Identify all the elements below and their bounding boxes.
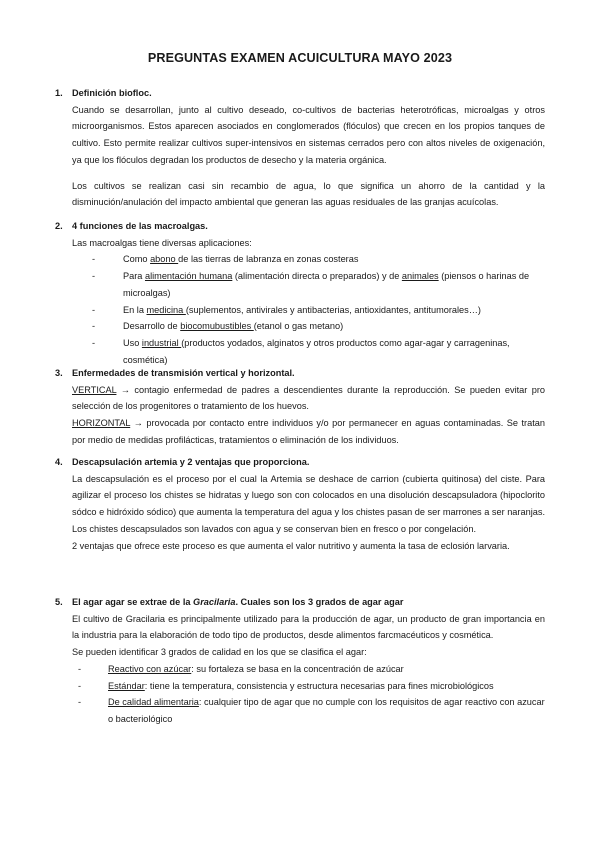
dash-marker: - bbox=[78, 697, 82, 708]
item-keyword: abono bbox=[150, 254, 179, 265]
question-3-heading bbox=[55, 365, 545, 382]
list-item bbox=[72, 335, 545, 368]
question-1-heading bbox=[55, 85, 545, 102]
paragraph: Cuando se desarrollan, junto al cultivo deseado, co-cultivos de bacterias heterotróficas, microalgas y otros microorganismos. Estos aparecen asociados en conglomerados (flóculos) que crecen en los propios tanques de cultivo. Esto permite realizar cultivos super-intensivos en sistemas cerrados pero con altos niveles de oxigenación, ya que los flóculos degradan los productos de desecho y la materia orgánica. bbox=[72, 104, 545, 165]
item-text: (piensos o harinas de microalgas) bbox=[123, 271, 530, 298]
item-keyword: Reactivo con azúcar bbox=[108, 663, 192, 674]
title-text: . Cuales son los 3 grados de agar agar bbox=[235, 597, 404, 607]
applications-list bbox=[72, 251, 545, 368]
item-text: Desarrollo de bbox=[123, 321, 181, 332]
question-5-heading bbox=[55, 594, 545, 611]
item-keyword: medicina bbox=[146, 304, 186, 315]
title-italic: Gracilaria bbox=[193, 597, 236, 607]
item-text: : su fortaleza se basa en la concentración de azúcar bbox=[191, 663, 404, 674]
item-keyword: animales bbox=[401, 271, 439, 282]
question-title: Definición biofloc. bbox=[72, 88, 152, 98]
list-item bbox=[72, 302, 545, 319]
item-keyword: alimentación humana bbox=[144, 271, 233, 282]
dash-marker: - bbox=[92, 271, 96, 282]
dash-marker: - bbox=[78, 680, 82, 691]
question-title bbox=[72, 594, 403, 611]
dash-marker: - bbox=[92, 304, 96, 315]
list-item bbox=[72, 694, 545, 727]
list-item bbox=[72, 661, 545, 678]
question-4 bbox=[55, 454, 545, 554]
paragraph: 2 ventajas que ofrece este proceso es que aumenta el valor nutritivo y aumenta la tasa de eclosión larvaria. bbox=[72, 540, 510, 551]
dash-marker: - bbox=[92, 254, 96, 265]
question-title: Enfermedades de transmisión vertical y horizontal. bbox=[72, 368, 295, 378]
item-text: (alimentación directa o preparados) y de bbox=[232, 271, 402, 282]
question-number: 3. bbox=[55, 368, 63, 378]
item-text: : tiene la temperatura, consistencia y estructura necesarias para fines microbiológicos bbox=[144, 680, 494, 691]
title-text: El agar agar se extrae de la bbox=[72, 597, 194, 607]
item-text: Para bbox=[123, 271, 145, 282]
question-title: 4 funciones de las macroalgas. bbox=[72, 221, 208, 231]
list-item bbox=[72, 268, 545, 301]
question-3 bbox=[55, 365, 545, 449]
question-number: 2. bbox=[55, 221, 63, 231]
definition-text: → contagio enfermedad de padres a descendientes durante la reproducción. Se pueden evitar pro selección de los progenitores o tratamiento de los huevos. bbox=[72, 384, 545, 412]
dash-marker: - bbox=[92, 337, 96, 348]
item-text: En la bbox=[123, 304, 147, 315]
agar-grades-list bbox=[72, 661, 545, 728]
question-5 bbox=[55, 594, 545, 728]
item-keyword: De calidad alimentaria bbox=[108, 697, 199, 708]
item-text: (suplementos, antivirales y antibacterias, antioxidantes, antitumorales…) bbox=[185, 304, 481, 315]
item-keyword: industrial bbox=[141, 337, 182, 348]
question-2 bbox=[55, 218, 545, 368]
definition-text: → provocada por contacto entre individuos y/o por permanecer en aguas contaminadas. Se tratan por medio de medidas profilácticas, tratamientos o eliminación de los individuos. bbox=[72, 418, 545, 445]
question-2-heading bbox=[55, 218, 545, 235]
question-4-heading bbox=[55, 454, 545, 471]
list-item bbox=[72, 678, 545, 695]
term-horizontal: HORIZONTAL bbox=[72, 418, 131, 429]
item-text: Como bbox=[123, 254, 151, 265]
question-1 bbox=[55, 85, 545, 211]
list-intro: Las macroalgas tiene diversas aplicaciones: bbox=[72, 237, 252, 248]
dash-marker: - bbox=[92, 321, 96, 332]
list-intro: Se pueden identificar 3 grados de calidad en los que se clasifica el agar: bbox=[72, 647, 367, 658]
paragraph: Los cultivos se realizan casi sin recambio de agua, lo que significa un ahorro de la cantidad y la disminución/anulación del impacto ambiental que generan las aguas residuales de las granjas acuícolas. bbox=[72, 180, 545, 208]
paragraph-vertical bbox=[72, 382, 545, 415]
term-vertical: VERTICAL bbox=[72, 384, 117, 395]
document-title: PREGUNTAS EXAMEN ACUICULTURA MAYO 2023 bbox=[147, 51, 453, 65]
question-title: Descapsulación artemia y 2 ventajas que proporciona. bbox=[72, 457, 310, 467]
item-text: (productos yodados, alginatos y otros productos como agar-agar y carrageninas, cosmética) bbox=[123, 337, 510, 365]
question-number: 1. bbox=[55, 88, 63, 98]
question-number: 4. bbox=[55, 457, 63, 467]
item-keyword: biocomubustibles bbox=[180, 321, 254, 332]
list-item bbox=[72, 318, 545, 335]
item-text: : cualquier tipo de agar que no cumple con los requisitos de agar reactivo con azucar o bacteriológico bbox=[108, 697, 545, 724]
item-keyword: Estándar bbox=[108, 680, 145, 691]
paragraph: El cultivo de Gracilaria es principalmente utilizado para la producción de agar, un producto de gran importancia en la industria para la elaboración de todo tipo de productos, desde alimentos farcmacéuticos y cosmética. bbox=[72, 613, 545, 641]
paragraph: La descapsulación es el proceso por el cual la Artemia se deshace de carrion (cubierta quitinosa) del ciste. Para agilizar el proceso los chistes se hidratas y luego son con colocados en una disolución descapsuladora (hipoclorito sódco e hidróxido sódico) que aumenta la temperatura del agua y los chistes pasan de ser marrones a ser naranjas. Los chistes descapsulados son lavados con agua y se conservan bien en fresco o por congelación. bbox=[72, 473, 545, 534]
item-text: Uso bbox=[123, 337, 142, 348]
paragraph-horizontal bbox=[72, 415, 545, 448]
item-text: (etanol o gas metano) bbox=[253, 321, 344, 332]
item-text: de las tierras de labranza en zonas costeras bbox=[178, 254, 359, 265]
question-number: 5. bbox=[55, 597, 63, 607]
list-item bbox=[72, 251, 545, 268]
dash-marker: - bbox=[78, 663, 82, 674]
